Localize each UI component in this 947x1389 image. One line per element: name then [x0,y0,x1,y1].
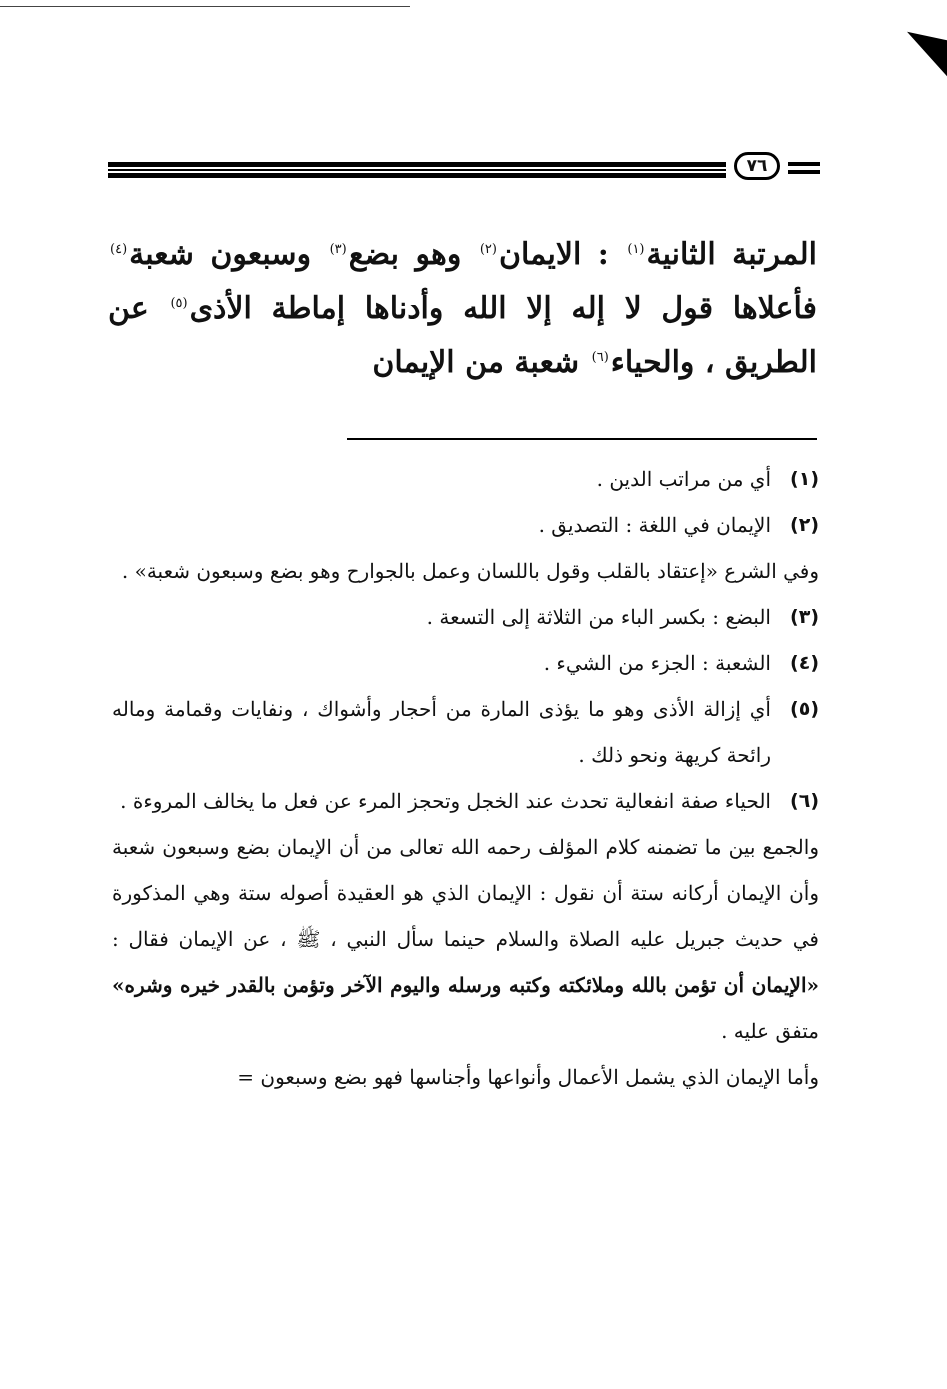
footnote-text: أي إزالة الأذى وهو ما يؤذى المارة من أحجار وأشواك ، ونفايات وقمامة وماله رائحة كريهة ونحو ذلك . [112,697,771,767]
corner-tab-mark [907,32,947,77]
footnote-number: (٤) [790,652,819,674]
footnote-6 [112,778,819,824]
header-right-dash [788,162,820,178]
footnote-6-continued: وأما الإيمان الذي يشمل الأعمال وأنواعها وأجناسها فهو بضع وسبعون = [237,1065,819,1089]
footnote-number: (٢) [790,514,819,536]
header-rule-lines [108,162,726,180]
main-label: المرتبة الثانية [646,237,818,272]
main-seg-4: فأعلاها قول لا إله إلا الله وأدناها إماطة الأذى [189,291,817,326]
main-seg-5: عن الطريق ، والحياء [108,291,817,380]
footnote-text: الإيمان في اللغة : التصديق . [538,513,771,537]
footnote-number: (٣) [790,606,819,628]
discussion-text: والجمع بين ما تضمنه كلام المؤلف رحمه الله تعالى من أن الإيمان بضع وسبعون شعبة وأن الإيمان أركانه ستة أن نقول : الإيمان الذي هو العقيدة أصوله ستة وهي المذكورة في حديث جبريل عليه الصلاة والسلام حينما سأل النبي ، ﷺ ، عن الإيمان فقال : [112,835,819,951]
main-paragraph [108,228,817,390]
footnote-separator [347,438,817,440]
main-text [108,228,817,390]
main-seg-6: شعبة من الإيمان [372,345,580,380]
footnote-number: (١) [790,468,819,490]
footnote-number: (٦) [790,790,819,812]
page-number [734,152,780,180]
main-seg-1: الايمان [498,237,582,272]
footnote-text: الشعبة : الجزء من الشيء . [543,651,771,675]
fn-ref-4[interactable]: (٤) [110,242,128,257]
page-header [108,148,820,188]
fn-ref-5[interactable]: (٥) [170,296,188,311]
footnote-3 [112,594,819,640]
fn-ref-1[interactable]: (١) [627,242,645,257]
fn-ref-2[interactable]: (٢) [479,242,497,257]
fn-ref-6[interactable]: (٦) [591,350,609,365]
hadith-source: متفق عليه . [721,1019,819,1043]
footnote-4 [112,640,819,686]
footnote-5 [112,686,819,778]
hadith-quote: «الإيمان أن تؤمن بالله وملائكته وكتبه ورسله واليوم الآخر وتؤمن بالقدر خيره وشره» [112,973,819,997]
footnote-number: (٥) [790,698,819,720]
page-number-text: ٧٦ [746,156,768,176]
main-seg-3: وسبعون شعبة [129,237,312,272]
fn-ref-3[interactable]: (٣) [329,242,347,257]
footnote-text: الحياء صفة انفعالية تحدث عند الخجل وتحجز المرء عن فعل ما يخالف المروءة . [120,789,771,813]
footnote-text: البضع : بكسر الباء من الثلاثة إلى التسعة . [426,605,771,629]
main-colon: : [597,237,609,272]
scan-edge-line [0,6,410,7]
footnote-text: أي من مراتب الدين . [596,467,771,491]
footnote-2 [112,502,819,548]
footnote-6-discussion [112,824,819,1054]
footnote-1 [112,456,819,502]
footnote-2-continuation: وفي الشرع «إعتقاد بالقلب وقول باللسان وعمل بالجوارح وهو بضع وسبعون شعبة» . [121,559,819,583]
footnotes [112,456,819,1100]
main-seg-2: وهو بضع [348,237,462,272]
